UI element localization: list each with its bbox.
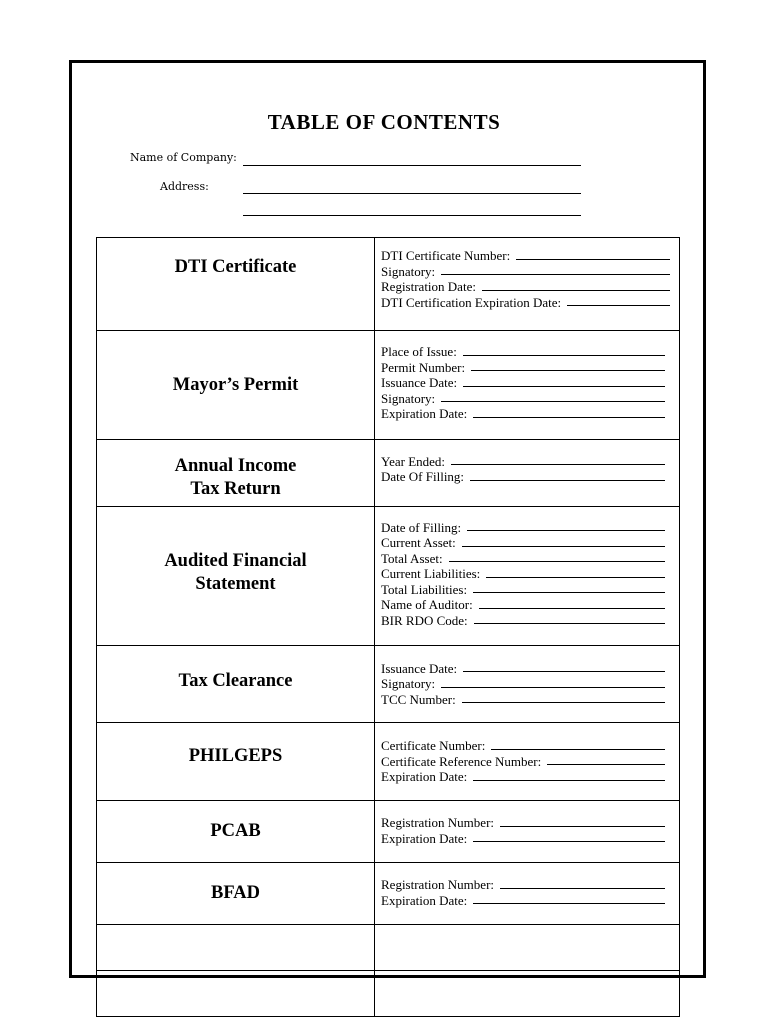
blank-cell xyxy=(375,925,680,971)
toc-row-blank xyxy=(97,925,680,971)
field-input-line[interactable] xyxy=(467,530,665,531)
section-title-line: Tax Return xyxy=(190,479,281,499)
field-row xyxy=(381,279,679,295)
field-input-line[interactable] xyxy=(473,841,665,842)
field-input-line[interactable] xyxy=(473,780,665,781)
field-label: BIR RDO Code: xyxy=(381,612,468,628)
field-row xyxy=(381,676,679,692)
field-label: DTI Certification Expiration Date: xyxy=(381,294,562,310)
section-title: DTI Certificate xyxy=(174,257,297,277)
field-input-line[interactable] xyxy=(463,671,665,672)
field-label: Registration Date: xyxy=(381,279,476,294)
section-title-cell xyxy=(97,863,375,925)
section-title-cell xyxy=(97,440,375,507)
field-row xyxy=(381,566,679,582)
section-fields-cell xyxy=(375,646,680,723)
field-row xyxy=(381,344,679,360)
address-label: Address: xyxy=(160,180,209,193)
field-label: Total Liabilities: xyxy=(381,581,468,597)
field-row xyxy=(381,582,679,598)
field-label: Current Liabilities: xyxy=(381,566,481,582)
section-fields-cell xyxy=(375,723,680,801)
toc-table xyxy=(96,237,680,1017)
blank-cell xyxy=(97,971,375,1017)
section-fields-cell xyxy=(375,238,680,331)
field-row xyxy=(381,893,679,909)
field-input-line[interactable] xyxy=(500,888,665,889)
toc-row-dti-certificate xyxy=(97,238,680,331)
toc-row-bfad xyxy=(97,863,680,925)
section-title: BFAD xyxy=(211,883,260,903)
field-row xyxy=(381,613,679,629)
field-label: Year Ended: xyxy=(381,453,446,469)
field-input-line[interactable] xyxy=(567,305,670,306)
field-label: Expiration Date: xyxy=(381,769,468,785)
toc-row-tax-clearance xyxy=(97,646,680,723)
section-fields-cell xyxy=(375,507,680,646)
field-label: Signatory: xyxy=(381,676,436,692)
field-input-line[interactable] xyxy=(516,259,670,260)
section-title: PCAB xyxy=(210,821,261,841)
field-input-line[interactable] xyxy=(462,702,665,703)
field-label: Current Asset: xyxy=(381,535,456,551)
blank-cell xyxy=(375,971,680,1017)
field-row xyxy=(381,754,679,770)
section-title-cell xyxy=(97,646,375,723)
field-row xyxy=(381,661,679,677)
field-row xyxy=(381,406,679,422)
section-title-line: Statement xyxy=(195,574,276,594)
field-label: Name of Auditor: xyxy=(381,597,473,613)
field-row xyxy=(381,469,679,485)
field-label: Signatory: xyxy=(381,263,436,279)
field-input-line[interactable] xyxy=(547,764,665,765)
field-label: Date of Filling: xyxy=(381,519,462,535)
field-input-line[interactable] xyxy=(463,386,665,387)
section-title-line: Annual Income xyxy=(174,456,297,476)
section-title-cell xyxy=(97,801,375,863)
field-input-line[interactable] xyxy=(479,608,665,609)
field-row xyxy=(381,375,679,391)
address-field-line-2[interactable] xyxy=(243,215,581,216)
field-label: Expiration Date: xyxy=(381,892,468,908)
page-title: TABLE OF CONTENTS xyxy=(267,110,501,134)
field-input-line[interactable] xyxy=(491,749,665,750)
toc-row-philgeps xyxy=(97,723,680,801)
field-input-line[interactable] xyxy=(441,687,665,688)
section-title xyxy=(97,455,374,501)
toc-row-blank xyxy=(97,971,680,1017)
field-input-line[interactable] xyxy=(500,826,665,827)
section-title-cell xyxy=(97,238,375,331)
field-row xyxy=(381,264,679,280)
field-label: Registration Number: xyxy=(381,877,495,892)
field-label: TCC Number: xyxy=(381,691,456,707)
field-row xyxy=(381,815,679,831)
toc-row-mayors-permit xyxy=(97,331,680,440)
field-row xyxy=(381,535,679,551)
section-fields-cell xyxy=(375,331,680,440)
field-row xyxy=(381,248,679,264)
field-label: Certificate Number: xyxy=(381,738,486,754)
field-label: DTI Certificate Number: xyxy=(381,248,511,263)
field-row xyxy=(381,877,679,893)
field-input-line[interactable] xyxy=(462,546,665,547)
section-title-cell xyxy=(97,723,375,801)
field-input-line[interactable] xyxy=(463,355,665,356)
section-title-cell xyxy=(97,507,375,646)
field-row xyxy=(381,520,679,536)
field-row xyxy=(381,360,679,376)
field-input-line[interactable] xyxy=(473,592,665,593)
toc-row-audited-financial-statement xyxy=(97,507,680,646)
section-fields-cell xyxy=(375,801,680,863)
field-row xyxy=(381,454,679,470)
section-fields-cell xyxy=(375,440,680,507)
company-name-field[interactable] xyxy=(243,165,581,166)
field-input-line[interactable] xyxy=(441,274,670,275)
field-input-line[interactable] xyxy=(474,623,665,624)
field-label: Issuance Date: xyxy=(381,660,458,676)
field-label: Place of Issue: xyxy=(381,344,457,360)
field-label: Certificate Reference Number: xyxy=(381,753,542,769)
field-label: Registration Number: xyxy=(381,815,495,830)
field-input-line[interactable] xyxy=(471,370,665,371)
field-row xyxy=(381,769,679,785)
field-input-line[interactable] xyxy=(451,464,665,465)
field-label: Expiration Date: xyxy=(381,406,468,422)
section-title: Tax Clearance xyxy=(178,670,293,691)
field-row xyxy=(381,295,679,311)
address-field-line-1[interactable] xyxy=(243,193,581,194)
field-label: Issuance Date: xyxy=(381,375,458,391)
field-input-line[interactable] xyxy=(449,561,665,562)
field-input-line[interactable] xyxy=(470,480,665,481)
company-name-label: Name of Company: xyxy=(130,151,237,164)
field-label: Signatory: xyxy=(381,390,436,406)
field-input-line[interactable] xyxy=(473,417,665,418)
field-input-line[interactable] xyxy=(482,290,670,291)
field-input-line[interactable] xyxy=(486,577,665,578)
toc-row-pcab xyxy=(97,801,680,863)
field-row xyxy=(381,831,679,847)
field-label: Permit Number: xyxy=(381,359,466,375)
section-title-cell xyxy=(97,331,375,440)
field-row xyxy=(381,597,679,613)
field-row xyxy=(381,391,679,407)
section-fields-cell xyxy=(375,863,680,925)
toc-row-annual-income-tax-return xyxy=(97,440,680,507)
field-label: Total Asset: xyxy=(381,550,443,566)
section-title-line: Audited Financial xyxy=(164,551,307,571)
section-title xyxy=(97,550,374,596)
field-input-line[interactable] xyxy=(473,903,665,904)
section-title: Mayor’s Permit xyxy=(172,374,299,395)
field-label: Date Of Filling: xyxy=(381,469,465,484)
section-title: PHILGEPS xyxy=(188,746,283,766)
field-input-line[interactable] xyxy=(441,401,665,402)
field-row xyxy=(381,692,679,708)
field-row xyxy=(381,551,679,567)
blank-cell xyxy=(97,925,375,971)
field-label: Expiration Date: xyxy=(381,830,468,846)
field-row xyxy=(381,738,679,754)
